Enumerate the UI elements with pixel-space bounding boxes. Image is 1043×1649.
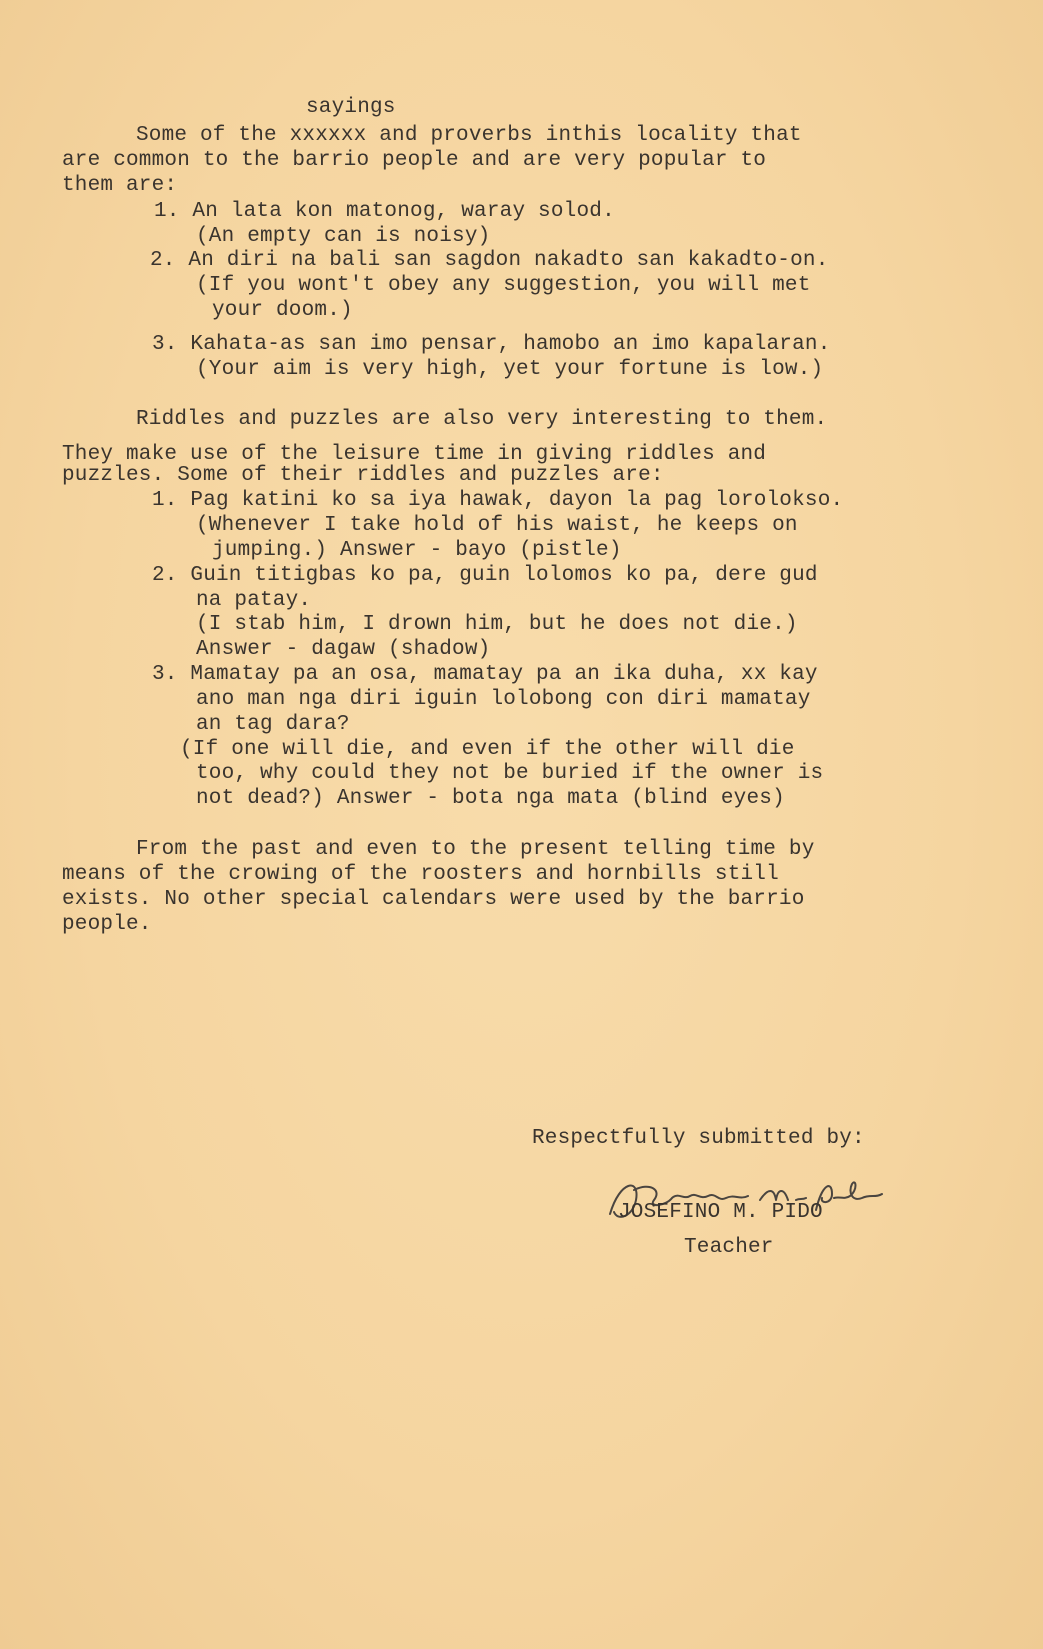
closing-line-1: From the past and even to the present telling time by (136, 838, 815, 861)
riddle-1-translation-2: jumping.) Answer - bayo (pistle) (212, 539, 622, 562)
riddle-2-translation: (I stab him, I drown him, but he does not die.) (196, 613, 798, 636)
riddle-3-continued-1: ano man nga diri iguin lolobong con diri mamatay (196, 688, 811, 711)
riddle-2: 2. Guin titigbas ko pa, guin lolomos ko pa, dere gud (152, 564, 818, 587)
proverb-1-translation: (An empty can is noisy) (196, 225, 491, 248)
closing-line-4: people. (62, 913, 152, 936)
proverb-3: 3. Kahata-as san imo pensar, hamobo an imo kapalaran. (152, 333, 831, 356)
closing-line-3: exists. No other special calendars were used by the barrio (62, 888, 805, 911)
intro-line-2: are common to the barrio people and are very popular to (62, 149, 767, 172)
riddle-1-translation-1: (Whenever I take hold of his waist, he keeps on (196, 514, 798, 537)
heading-sayings: sayings (306, 96, 396, 119)
closing-line-2: means of the crowing of the roosters and hornbills still (62, 863, 779, 886)
proverb-2-translation-1: (If you wont't obey any suggestion, you will met (196, 274, 811, 297)
intro-line-1: Some of the xxxxxx and proverbs inthis locality that (136, 124, 802, 147)
proverb-1: 1. An lata kon matonog, waray solod. (154, 200, 615, 223)
submitted-by: Respectfully submitted by: (532, 1127, 865, 1150)
riddles-intro-2: They make use of the leisure time in giving riddles and (62, 443, 767, 466)
riddle-2-continued: na patay. (196, 589, 312, 612)
riddle-3: 3. Mamatay pa an osa, mamatay pa an ika duha, xx kay (152, 663, 818, 686)
riddle-2-answer: Answer - dagaw (shadow) (196, 638, 491, 661)
intro-line-3: them are: (62, 174, 178, 197)
signature-title: Teacher (684, 1236, 774, 1259)
riddles-intro-1: Riddles and puzzles are also very interesting to them. (136, 408, 828, 431)
riddle-3-continued-2: an tag dara? (196, 713, 350, 736)
riddle-3-translation-1: (If one will die, and even if the other will die (180, 738, 795, 761)
riddle-3-translation-2: too, why could they not be buried if the owner is (196, 762, 824, 785)
proverb-2-translation-2: your doom.) (212, 299, 353, 322)
proverb-2: 2. An diri na bali san sagdon nakadto san kakadto-on. (150, 249, 829, 272)
signature-name: JOSEFINO M. PIDO (618, 1201, 823, 1224)
riddles-intro-3: puzzles. Some of their riddles and puzzles are: (62, 464, 664, 487)
riddle-1: 1. Pag katini ko sa iya hawak, dayon la pag lorolokso. (152, 489, 844, 512)
proverb-3-translation: (Your aim is very high, yet your fortune is low.) (196, 358, 824, 381)
riddle-3-translation-3: not dead?) Answer - bota nga mata (blind eyes) (196, 787, 785, 810)
